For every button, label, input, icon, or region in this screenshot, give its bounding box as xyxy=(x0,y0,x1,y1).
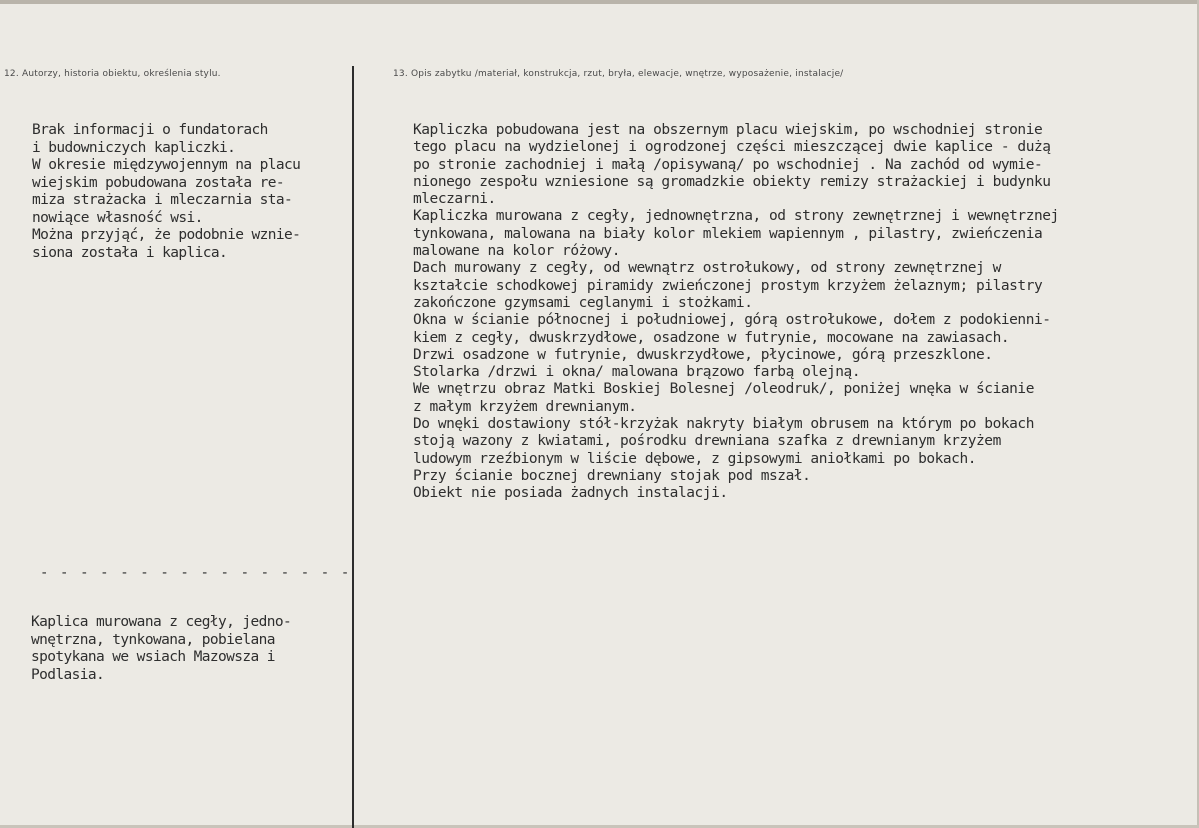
history-text: Brak informacji o fundatorach i budowniczych kapliczki. W okresie międzywojennym na placu wiejskim pobudowana została re- miza strażacka i mleczarnia sta- nowiące własność wsi. Można przyjąć, że podobnie wznie- siona została i kaplica. xyxy=(32,122,301,261)
style-text: Kaplica murowana z cegły, jedno- wnętrzna, tynkowana, pobielana spotykana we wsiach Mazowsza i Podlasia. xyxy=(31,614,292,683)
section-13-header: 13. Opis zabytku /materiał, konstrukcja, rzut, bryła, elewacje, wnętrze, wyposażenie, instalacje/ xyxy=(393,69,844,79)
object-description: Kapliczka pobudowana jest na obszernym placu wiejskim, po wschodniej stronie tego placu na wydzielonej i ogrodzonej części mieszczącej dwie kaplice - dużą po stronie zachodniej i małą /opisywaną/ po wschodniej . Na zachód od wymie- nionego zespołu wzniesione są gromadzkie obiekty remizy strażackiej i budynku mleczarni. Kapliczka murowana z cegły, jednownętrzna, od strony zewnętrznej i wewnętrznej tynkowana, malowana na biały kolor mlekiem wapiennym , pilastry, zwieńczenia malowane na kolor różowy. Dach murowany z cegły, od wewnątrz ostrołukowy, od strony zewnętrznej w kształcie schodkowej piramidy zwieńczonej prostym krzyżem żelaznym; pilastry zakończone gzymsami ceglanymi i stożkami. Okna w ścianie północnej i południowej, górą ostrołukowe, dołem z podokienni- kiem z cegły, dwuskrzydłowe, osadzone w futrynie, mocowane na zawiasach. Drzwi osadzone w futrynie, dwuskrzydłowe, płycinowe, górą przeszklone. Stolarka /drzwi i okna/ malowana brązowo farbą olejną. We wnętrzu obraz Matki Boskiej Bolesnej /oleodruk/, poniżej wnęka w ścianie z małym krzyżem drewnianym. Do wnęki dostawiony stół-krzyżak nakryty białym obrusem na którym po bokach stoją wazony z kwiatami, pośrodku drewniana szafka z drewnianym krzyżem ludowym rzeźbionym w liście dębowe, z gipsowymi aniołkami po bokach. Przy ścianie bocznej drewniany stojak pod mszał. Obiekt nie posiada żadnych instalacji. xyxy=(413,122,1059,502)
column-divider xyxy=(352,66,354,828)
section-12-header: 12. Autorzy, historia obiektu, określenia stylu. xyxy=(4,69,221,79)
top-edge-shadow xyxy=(0,0,1199,4)
dashed-separator: - - - - - - - - - - - - - - - - xyxy=(40,565,351,581)
